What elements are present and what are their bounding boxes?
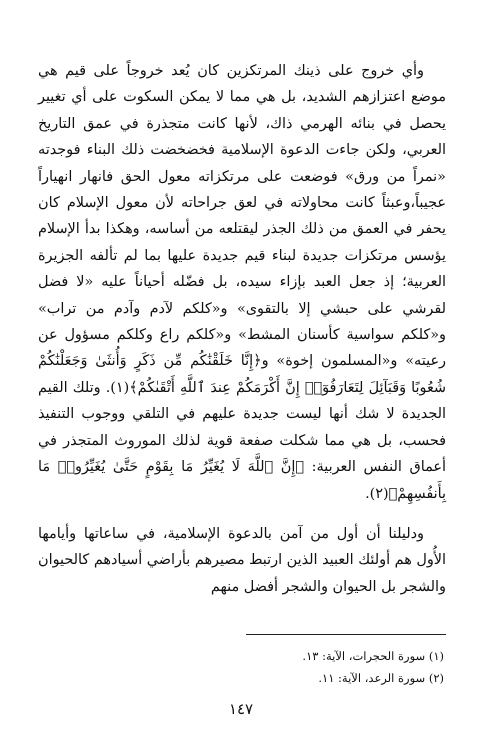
- footnotes: [38, 645, 446, 689]
- page-number: ١٤٧: [228, 700, 254, 718]
- paragraph-1: وأي خروج على ذينك المرتكزين كان يُعد خروجاً على قيم هي موضع اعتزازهم الشديد، بل هي مما لا يمكن السكوت على أي تغيير يحصل في بنائه الهرمي ذاك، لأنها كانت متجذرة في عمق التاريخ العربي، ولكن جاءت الدعوة الإسلامية فخضخضت ذلك البناء فوجدته «نمراً من ورق» فوضعت على مرتكزاته معول الحق فانهار انهياراً عجيباً،وعبثاً كانت محاولاته في لعق جراحاته لأن معول الإسلام كان يحفر في العمق من ذلك الجذر ليقتلعه من أساسه، وهكذا بدأ الإسلام يؤسس مرتكزات جديدة لبناء قيم جديدة عليها بما لم تألفه الجزيرة العربية؛ إذ جعل العبد بإزاء سيده، بل فضّله أحياناً عليه «لا فضل لقرشي على حبشي إلا بالتقوى» و«كلكم لآدم وآدم من تراب» و«كلكم سواسية كأسنان المشط» و«كلكم راع وكلكم مسؤول عن رعيته» و«المسلمون إخوة» و﴿إِنَّا خَلَقْنَٰكُم مِّن ذَكَرٍ وَأُنثَىٰ وَجَعَلْنَٰكُمْ شُعُوبًا وَقَبَآئِلَ لِتَعَارَفُوٓا۟ إِنَّ أَكْرَمَكُمْ عِندَ ٱللَّهِ أَتْقَىٰكُمْ﴾(١). وتلك القيم الجديدة لا شك أنها ليست جديدة عليهم في التلقي ووجوب التنفيذ فحسب، بل هي مما شكلت صفعة قوية لذلك الموروث المتجذر في أعماق النفس العربية: ﴿إِنَّ ٱللَّهَ لَا يُغَيِّرُ مَا بِقَوْمٍ حَتَّىٰ يُغَيِّرُوا۟ مَا بِأَنفُسِهِمْ﴾(٢).: [38, 63, 446, 502]
- main-text: [38, 58, 446, 600]
- footnote-2: (٢) سورة الرعد، الآية: ١١.: [318, 671, 444, 685]
- footnote-1: (١) سورة الحجرات، الآية: ١٣.: [302, 649, 444, 663]
- paragraph-2: ودليلنا أن أول من آمن بالدعوة الإسلامية، في ساعاتها وأيامها الأُول هم أولئك العبيد الذين ارتبط مصيرهم بأراضي أسيادهم كالحيوان والشجر بل الحيوان والشجر أفضل منهم: [38, 525, 446, 595]
- footnote-divider: [246, 634, 446, 635]
